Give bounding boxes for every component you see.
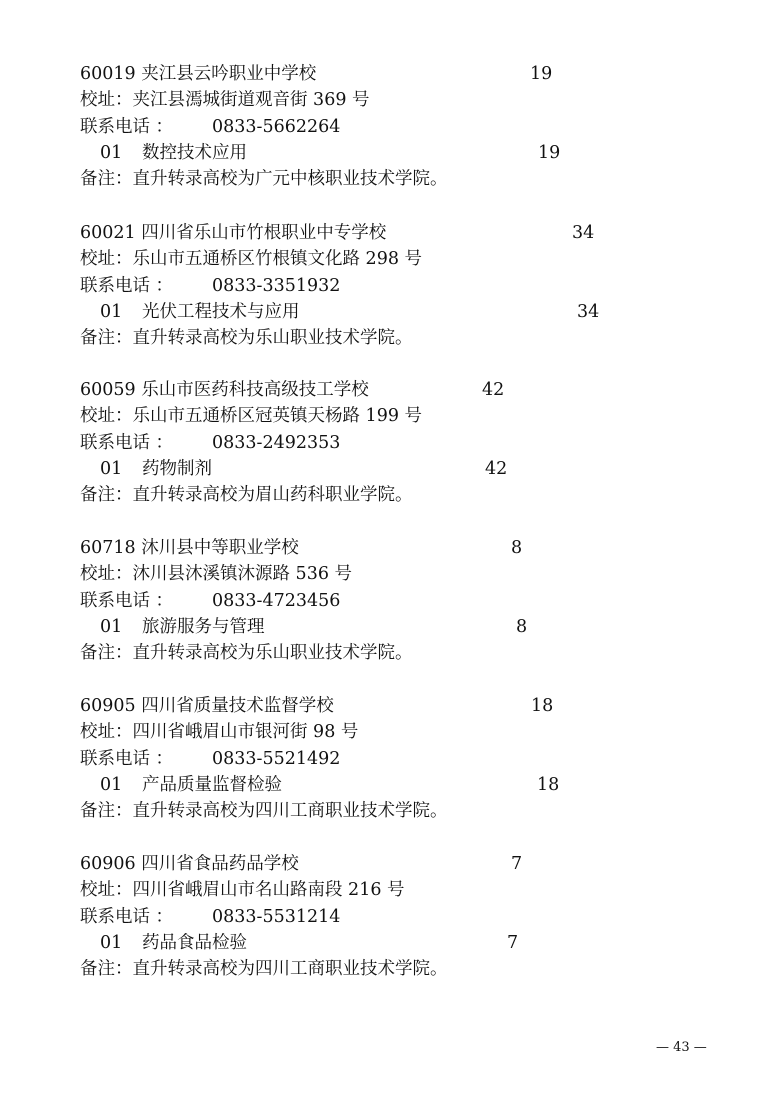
school-header <box>80 61 680 87</box>
note-label: 备注： <box>80 801 133 822</box>
phone-label: 联系电话 ： <box>80 116 174 137</box>
school-note <box>80 166 680 192</box>
address-value: 四川省峨眉山市名山路南段 216 号 <box>132 880 405 901</box>
phone-label: 联系电话 ： <box>80 906 174 927</box>
phone-label: 联系电话 ： <box>80 275 174 296</box>
address-label: 校址： <box>80 564 133 585</box>
major-code: 01 <box>100 932 123 953</box>
major-quota: 8 <box>516 616 528 637</box>
note-value: 直升转录高校为乐山职业技术学院。 <box>132 643 413 664</box>
school-quota: 7 <box>511 854 523 874</box>
school-entry <box>80 535 680 666</box>
phone-value: 0833-5531214 <box>212 906 341 927</box>
school-phone <box>80 114 680 140</box>
school-header <box>80 377 680 403</box>
school-note <box>80 482 680 508</box>
school-name: 四川省食品药品学校 <box>141 854 299 874</box>
school-note <box>80 798 680 824</box>
school-address <box>80 403 680 429</box>
phone-label: 联系电话 ： <box>80 432 174 453</box>
school-note <box>80 325 680 351</box>
school-quota: 34 <box>572 223 595 243</box>
major-code: 01 <box>100 301 123 322</box>
school-quota: 19 <box>530 64 553 84</box>
major-quota: 18 <box>537 774 560 795</box>
school-name: 夹江县云吟职业中学校 <box>141 64 317 84</box>
major-code: 01 <box>100 458 123 479</box>
major-code: 01 <box>100 774 123 795</box>
school-quota: 42 <box>482 380 505 400</box>
major-quota: 7 <box>507 932 519 953</box>
school-note <box>80 640 680 666</box>
major-name: 药物制剂 <box>142 458 212 479</box>
phone-label: 联系电话 ： <box>80 590 174 611</box>
address-value: 乐山市五通桥区竹根镇文化路 298 号 <box>132 249 423 270</box>
major-quota: 19 <box>538 142 561 163</box>
school-phone <box>80 588 680 614</box>
school-name: 乐山市医药科技高级技工学校 <box>141 380 369 400</box>
address-label: 校址： <box>80 880 133 901</box>
note-label: 备注： <box>80 959 133 980</box>
phone-value: 0833-2492353 <box>212 432 341 453</box>
note-value: 直升转录高校为乐山职业技术学院。 <box>132 328 413 349</box>
school-address <box>80 561 680 587</box>
school-code: 60905 <box>80 696 136 716</box>
school-phone <box>80 904 680 930</box>
major-quota: 34 <box>577 301 600 322</box>
major-row <box>80 930 680 956</box>
school-header <box>80 535 680 561</box>
school-entry <box>80 220 680 351</box>
major-name: 药品食品检验 <box>142 932 247 953</box>
school-address <box>80 877 680 903</box>
major-row <box>80 456 680 482</box>
school-entry <box>80 693 680 824</box>
school-header <box>80 851 680 877</box>
note-label: 备注： <box>80 643 133 664</box>
major-name: 数控技术应用 <box>142 142 247 163</box>
major-row <box>80 614 680 640</box>
major-name: 旅游服务与管理 <box>142 616 265 637</box>
school-address <box>80 719 680 745</box>
school-code: 60718 <box>80 538 136 558</box>
school-phone <box>80 430 680 456</box>
address-value: 沐川县沐溪镇沐源路 536 号 <box>132 564 353 585</box>
major-code: 01 <box>100 142 123 163</box>
school-header <box>80 220 680 246</box>
phone-value: 0833-4723456 <box>212 590 341 611</box>
phone-label: 联系电话 ： <box>80 748 174 769</box>
major-row <box>80 772 680 798</box>
school-name: 四川省质量技术监督学校 <box>141 696 334 716</box>
address-label: 校址： <box>80 722 133 743</box>
major-row <box>80 140 680 166</box>
address-label: 校址： <box>80 249 133 270</box>
major-code: 01 <box>100 616 123 637</box>
school-quota: 8 <box>511 538 523 558</box>
note-label: 备注： <box>80 169 133 190</box>
school-name: 沐川县中等职业学校 <box>141 538 299 558</box>
page-number: — 43 — <box>656 1040 707 1055</box>
address-label: 校址： <box>80 90 133 111</box>
school-address <box>80 87 680 113</box>
address-value: 乐山市五通桥区冠英镇天杨路 199 号 <box>132 406 423 427</box>
school-quota: 18 <box>531 696 554 716</box>
note-label: 备注： <box>80 485 133 506</box>
major-quota: 42 <box>485 458 508 479</box>
note-value: 直升转录高校为四川工商职业技术学院。 <box>132 801 448 822</box>
major-row <box>80 299 680 325</box>
school-note <box>80 956 680 982</box>
school-header <box>80 693 680 719</box>
note-label: 备注： <box>80 328 133 349</box>
major-name: 光伏工程技术与应用 <box>142 301 300 322</box>
school-phone <box>80 273 680 299</box>
phone-value: 0833-3351932 <box>212 275 341 296</box>
school-address <box>80 246 680 272</box>
school-code: 60021 <box>80 223 136 243</box>
school-code: 60019 <box>80 64 136 84</box>
phone-value: 0833-5521492 <box>212 748 341 769</box>
school-entry <box>80 851 680 982</box>
note-value: 直升转录高校为眉山药科职业学院。 <box>132 485 413 506</box>
school-phone <box>80 746 680 772</box>
note-value: 直升转录高校为四川工商职业技术学院。 <box>132 959 448 980</box>
school-code: 60906 <box>80 854 136 874</box>
address-value: 夹江县漹城街道观音街 369 号 <box>132 90 370 111</box>
address-label: 校址： <box>80 406 133 427</box>
address-value: 四川省峨眉山市银河街 98 号 <box>132 722 359 743</box>
note-value: 直升转录高校为广元中核职业技术学院。 <box>132 169 448 190</box>
school-name: 四川省乐山市竹根职业中专学校 <box>141 223 387 243</box>
phone-value: 0833-5662264 <box>212 116 341 137</box>
school-entry <box>80 377 680 508</box>
major-name: 产品质量监督检验 <box>142 774 282 795</box>
school-code: 60059 <box>80 380 136 400</box>
school-entry <box>80 61 680 192</box>
